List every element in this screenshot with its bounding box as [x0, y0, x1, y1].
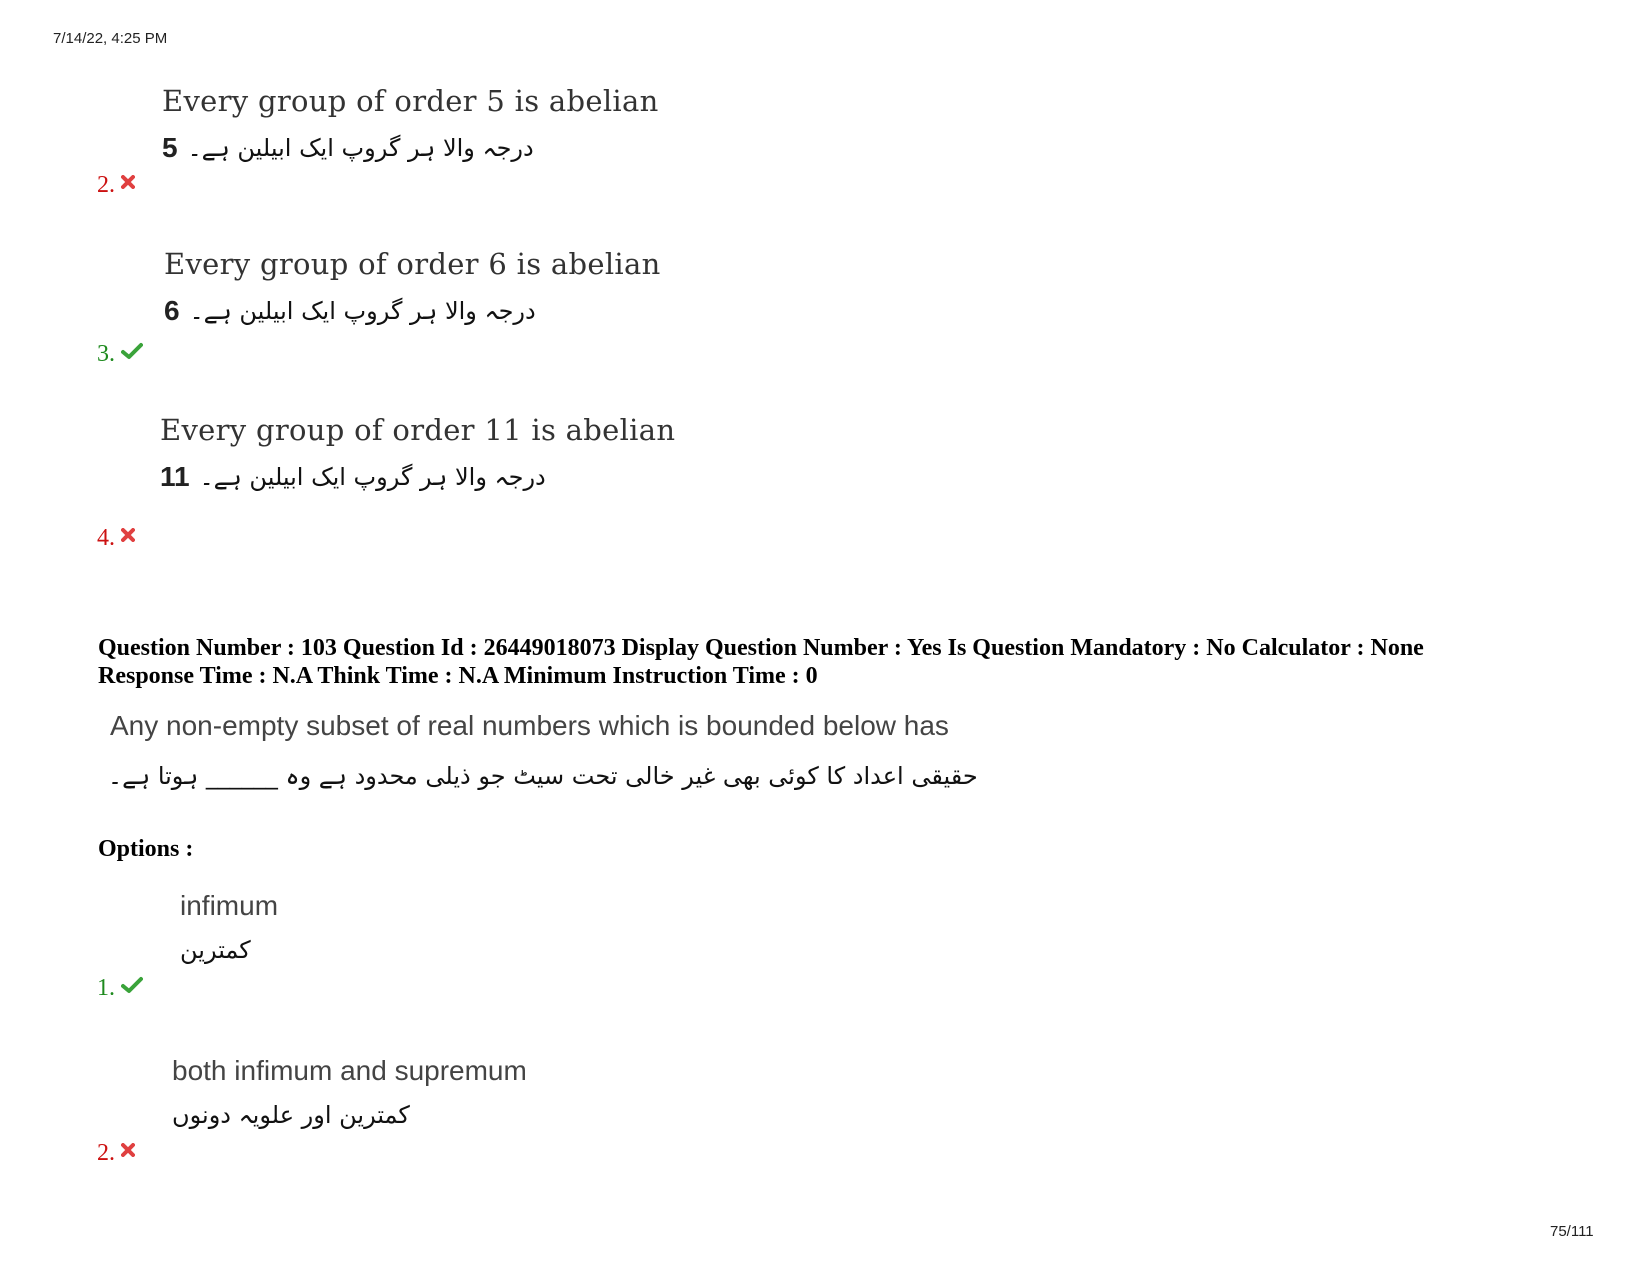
check-icon — [121, 976, 143, 994]
option-image — [160, 413, 675, 493]
print-timestamp: 7/14/22, 4:25 PM — [53, 30, 168, 47]
option-image — [162, 84, 659, 164]
option-number: 4. — [97, 525, 115, 551]
option-image — [172, 1055, 527, 1129]
option-number: 2. — [97, 1140, 115, 1166]
cross-icon — [121, 528, 135, 542]
option-urdu-text: کمترین اور علویہ دونوں — [172, 1101, 410, 1129]
option-number-value: 6 — [164, 295, 180, 326]
option-urdu-text: درجہ والا ہر گروپ ایک ابیلین ہے۔ — [199, 463, 546, 491]
option-text-ur — [172, 1101, 527, 1129]
option-number: 3. — [97, 341, 115, 367]
option-number-value: 5 — [162, 132, 178, 163]
option-text-ur — [164, 295, 661, 327]
option-urdu-text: درجہ والا ہر گروپ ایک ابیلین ہے۔ — [189, 297, 536, 325]
option-text-en: infimum — [180, 890, 279, 921]
option-marker-correct — [97, 341, 143, 368]
cross-icon — [121, 1143, 135, 1157]
question-text-ur: حقیقی اعداد کا کوئی بھی غیر خالی تحت سیٹ جو ذیلی محدود ہے وہ ______ ہوتا ہے۔ — [108, 762, 978, 790]
option-marker-correct — [97, 975, 143, 1002]
option-number: 1. — [97, 975, 115, 1001]
option-text-en: both infimum and supremum — [172, 1055, 527, 1086]
option-urdu-text: کمترین — [180, 936, 251, 964]
option-urdu-text: درجہ والا ہر گروپ ایک ابیلین ہے۔ — [187, 134, 534, 162]
option-text-ur — [180, 936, 278, 964]
question-text-en: Any non-empty subset of real numbers which is bounded below has — [110, 710, 949, 741]
cross-icon — [121, 175, 135, 189]
option-number: 2. — [97, 172, 115, 198]
option-marker-wrong — [97, 172, 135, 199]
options-label: Options : — [98, 836, 194, 862]
option-text-en: Every group of order 6 is abelian — [164, 247, 661, 281]
option-marker-wrong — [97, 1140, 135, 1167]
question-meta-line1: Question Number : 103 Question Id : 26449018073 Display Question Number : Yes Is Question Mandatory : No Calculator : None — [98, 635, 1424, 661]
option-number-value: 11 — [160, 461, 190, 492]
check-icon — [121, 342, 143, 360]
page-number: 75/111 — [1550, 1223, 1594, 1240]
question-meta — [98, 634, 1558, 690]
option-text-en: Every group of order 5 is abelian — [162, 84, 659, 118]
question-meta-line2: Response Time : N.A Think Time : N.A Minimum Instruction Time : 0 — [98, 663, 818, 689]
option-text-ur — [160, 461, 675, 493]
option-text-ur — [162, 132, 659, 164]
option-image — [164, 247, 661, 327]
option-marker-wrong — [97, 525, 135, 552]
option-image — [180, 890, 278, 964]
option-text-en: Every group of order 11 is abelian — [160, 413, 676, 447]
